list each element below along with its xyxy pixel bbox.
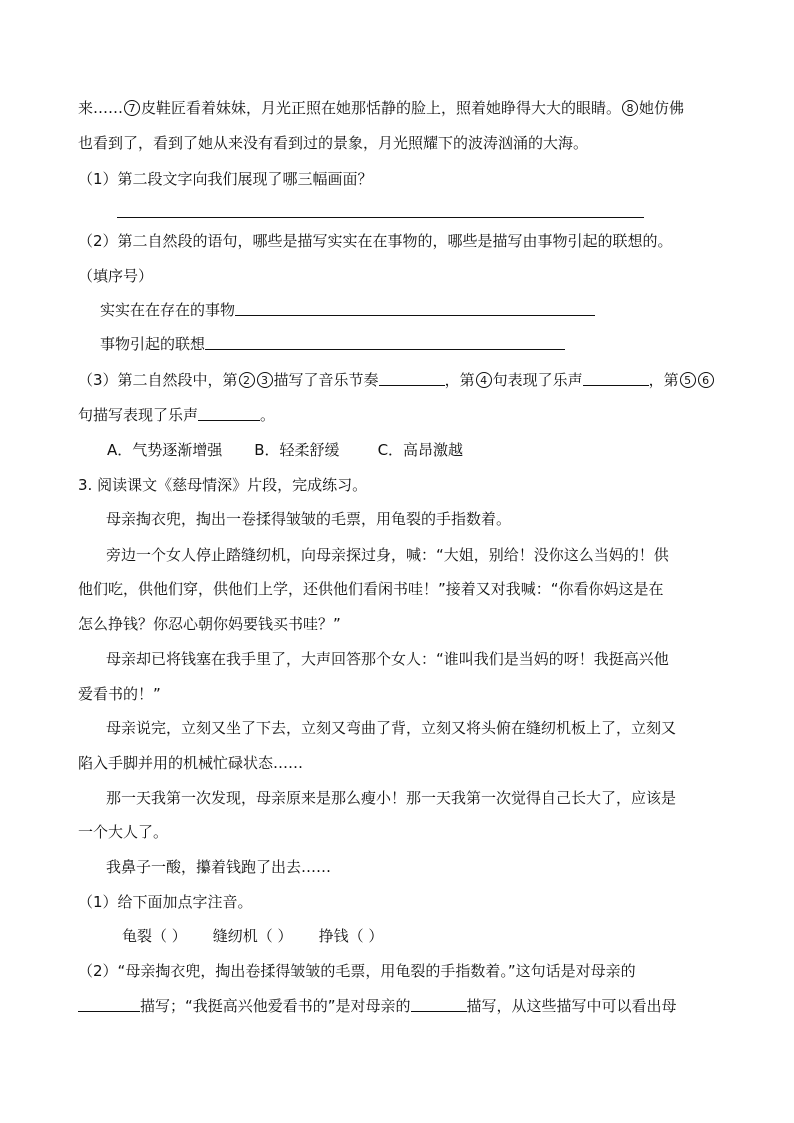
intro-text: 来…… [78,99,124,117]
description-blank-2 [411,997,467,1012]
intro-line-1 [78,98,684,118]
q3-text: 句表现了乐声 [492,371,583,389]
sentence-number-2: 2 [239,372,255,388]
intro-text: 皮鞋匠看着妹妹，月光正照在她那恬静的脸上，照着她睁得大大的眼睛。 [141,99,622,117]
sentence-number-3: 3 [257,372,273,388]
q3-text: 。 [260,406,276,424]
real-things-blank [235,301,595,316]
pinyin-row [122,926,383,946]
intro-line-2: 也看到了，看到了她从来没有看到过的景象，月光照耀下的波涛汹涌的大海。 [78,134,589,152]
option-a: A．气势逐渐增强 [107,441,223,459]
pinyin-item-3: 挣钱（ ） [318,927,384,945]
s3-q2-text: 描写，从这些描写中可以看出母 [466,997,677,1015]
rhythm-blank [379,371,445,386]
sentence-number-8: 8 [622,100,638,116]
q3-text: ，第 [444,371,475,389]
passage-p2-line-1: 旁边一个女人停止踏缝纫机，向母亲探过身，喊：“大姐，别给！没你这么当妈的！供 [106,546,669,564]
passage-p6: 我鼻子一酸，攥着钱跑了出去…… [106,858,332,876]
answer-line-q1 [117,217,644,218]
sentence-number-7: 7 [124,100,140,116]
passage-p3-line-2: 爱看书的！” [78,685,161,703]
sound-blank-2 [198,406,260,421]
q3-text: ，第 [648,371,679,389]
passage-p4-line-1: 母亲说完，立刻又坐了下去，立刻又弯曲了背，立刻又将头俯在缝纫机板上了，立刻又 [106,719,677,737]
associations-row [100,334,565,354]
pinyin-item-1: 龟裂（ ） [122,927,187,945]
sentence-number-4: 4 [476,372,492,388]
real-things-row [100,300,595,320]
associations-label: 事物引起的联想 [100,335,206,353]
passage-p4-line-2: 陷入手脚并用的机械忙碌状态…… [78,754,304,772]
passage-p5-line-1: 那一天我第一次发现，母亲原来是那么瘦小！那一天我第一次觉得自己长大了，应该是 [106,789,677,807]
sound-blank-1 [583,371,649,386]
passage-p2-line-2: 他们吃，供他们穿，供他们上学，还供他们看闲书哇！”接着又对我喊：“你看你妈这是在 [78,580,664,598]
question-3-line-2 [78,405,275,425]
description-blank-1 [78,997,140,1012]
question-3-options [107,440,463,460]
passage-p2-line-3: 怎么挣钱？你忍心朝你妈要钱买书哇？” [78,615,341,633]
option-c: C．高昂激越 [377,441,464,459]
pinyin-item-2: 缝纫机（ ） [212,927,293,945]
associations-blank [205,335,565,350]
passage-p3-line-1: 母亲却已将钱塞在我手里了，大声回答那个女人：“谁叫我们是当妈的呀！我挺高兴他 [106,650,669,668]
q3-text: 描写了音乐节奏 [273,371,379,389]
s3-question-2-line-1: （2）“母亲掏衣兜，掏出卷揉得皱皱的毛票，用龟裂的手指数着。”这句话是对母亲的 [78,962,636,980]
option-b: B．轻柔舒缓 [254,441,340,459]
sentence-number-5: 5 [680,372,696,388]
real-things-label: 实实在在存在的事物 [100,301,236,319]
passage-p5-line-2: 一个大人了。 [78,823,169,841]
q3-text: 句描写表现了乐声 [78,406,199,424]
sentence-number-6: 6 [698,372,714,388]
q3-text: （3）第二自然段中，第 [78,371,238,389]
question-2-note: （填序号） [78,267,154,285]
s3-q2-text: 描写；“我挺高兴他爱看书的”是对母亲的 [140,997,411,1015]
passage-p1: 母亲掏衣兜，掏出一卷揉得皱皱的毛票，用龟裂的手指数着。 [106,510,512,528]
s3-question-2-line-2 [78,996,677,1016]
intro-text: 她仿佛 [639,99,685,117]
section-3-title: 3. 阅读课文《慈母情深》片段，完成练习。 [78,476,368,494]
question-3-line-1 [78,370,715,390]
question-2: （2）第二自然段的语句，哪些是描写实实在在事物的，哪些是描写由事物引起的联想的。 [78,232,673,250]
question-1: （1）第二段文字向我们展现了哪三幅画面？ [78,170,373,188]
s3-question-1: （1）给下面加点字注音。 [78,893,253,911]
